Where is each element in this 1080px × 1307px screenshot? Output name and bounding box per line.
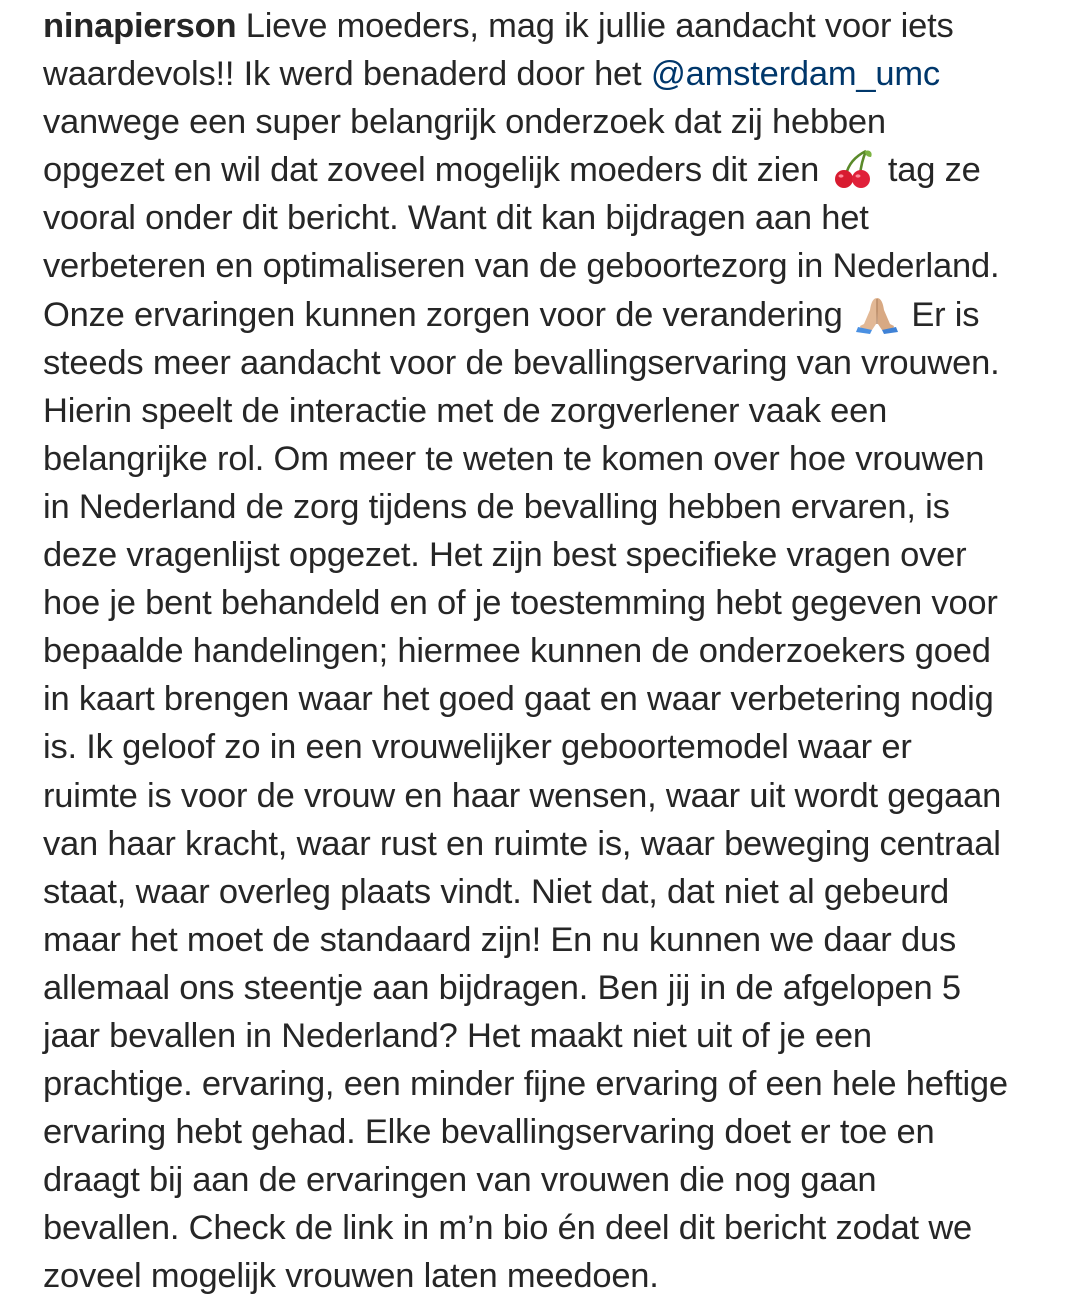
caption-text: tag ze <box>878 151 981 190</box>
caption-line-27 <box>43 1252 1043 1300</box>
caption-line-7 <box>43 291 1043 339</box>
caption-text: waardevols!! Ik werd benaderd door het <box>43 55 651 94</box>
caption-text: prachtige. ervaring, een minder fijne ervaring of een hele heftige <box>43 1065 1008 1104</box>
caption-text: zoveel mogelijk vrouwen laten meedoen. <box>43 1257 659 1296</box>
caption-line-8 <box>43 339 1043 387</box>
caption-line-15 <box>43 675 1043 723</box>
caption-text: bepaalde handelingen; hiermee kunnen de onderzoekers goed <box>43 632 991 671</box>
caption-text: deze vragenlijst opgezet. Het zijn best specifieke vragen over <box>43 536 967 575</box>
caption-text: maar het moet de standaard zijn! En nu kunnen we daar dus <box>43 920 957 959</box>
folded-hands-emoji-icon <box>856 294 898 334</box>
caption-text: vanwege een super belangrijk onderzoek dat zij hebben <box>43 103 886 142</box>
caption-line-6 <box>43 242 1043 290</box>
mention-link[interactable]: @amsterdam_umc <box>650 55 940 94</box>
caption-line-24 <box>43 1108 1043 1156</box>
caption-line-14 <box>43 627 1043 675</box>
caption-line-19 <box>43 868 1043 916</box>
caption-text: hoe je bent behandeld en of je toestemming hebt gegeven voor <box>43 584 998 623</box>
caption-line-20 <box>43 916 1043 964</box>
caption-text: bevallen. Check de link in m’n bio én deel dit bericht zodat we <box>43 1209 973 1248</box>
caption-text: opgezet en wil dat zoveel mogelijk moeders dit zien <box>43 151 829 190</box>
caption-text: van haar kracht, waar rust en ruimte is, waar beweging centraal <box>43 824 1001 863</box>
caption-line-5 <box>43 194 1043 242</box>
caption-line-2 <box>43 50 1043 98</box>
caption-line-4 <box>43 146 1043 194</box>
caption-text: in kaart brengen waar het goed gaat en waar verbetering nodig <box>43 680 994 719</box>
caption-text: verbeteren en optimaliseren van de geboortezorg in Nederland. <box>43 247 1000 286</box>
caption-text: vooral onder dit bericht. Want dit kan bijdragen aan het <box>43 199 869 238</box>
caption-text: ruimte is voor de vrouw en haar wensen, waar uit wordt gegaan <box>43 776 1002 815</box>
caption-line-23 <box>43 1060 1043 1108</box>
caption-text: jaar bevallen in Nederland? Het maakt niet uit of je een <box>43 1016 872 1055</box>
caption-text: staat, waar overleg plaats vindt. Niet dat, dat niet al gebeurd <box>43 872 950 911</box>
caption-line-16 <box>43 723 1043 771</box>
caption-line-1 <box>43 2 1043 50</box>
caption-text: steeds meer aandacht voor de bevallingservaring van vrouwen. <box>43 343 1000 382</box>
caption-text: Onze ervaringen kunnen zorgen voor de verandering <box>43 295 852 334</box>
cherries-emoji-icon <box>832 149 874 189</box>
caption-text: ervaring hebt gehad. Elke bevallingservaring doet er toe en <box>43 1113 935 1152</box>
post-caption <box>43 2 1043 1301</box>
caption-line-22 <box>43 1012 1043 1060</box>
caption-line-26 <box>43 1204 1043 1252</box>
caption-line-25 <box>43 1156 1043 1204</box>
caption-text: is. Ik geloof zo in een vrouwelijker geboortemodel waar er <box>43 728 912 767</box>
caption-line-13 <box>43 579 1043 627</box>
caption-text: draagt bij aan de ervaringen van vrouwen die nog gaan <box>43 1161 877 1200</box>
caption-line-17 <box>43 772 1043 820</box>
caption-line-11 <box>43 483 1043 531</box>
caption-line-12 <box>43 531 1043 579</box>
username-link[interactable]: ninapierson <box>43 7 237 45</box>
caption-text: Hierin speelt de interactie met de zorgverlener vaak een <box>43 391 888 430</box>
caption-text: Er is <box>901 295 980 334</box>
caption-line-18 <box>43 820 1043 868</box>
caption-text: allemaal ons steentje aan bijdragen. Ben jij in de afgelopen 5 <box>43 968 961 1007</box>
caption-line-10 <box>43 435 1043 483</box>
caption-line-9 <box>43 387 1043 435</box>
caption-text: in Nederland de zorg tijdens de bevalling hebben ervaren, is <box>43 487 950 526</box>
caption-line-3 <box>43 98 1043 146</box>
caption-text: belangrijke rol. Om meer te weten te komen over hoe vrouwen <box>43 439 985 478</box>
caption-text: Lieve moeders, mag ik jullie aandacht voor iets <box>236 7 954 45</box>
caption-line-21 <box>43 964 1043 1012</box>
